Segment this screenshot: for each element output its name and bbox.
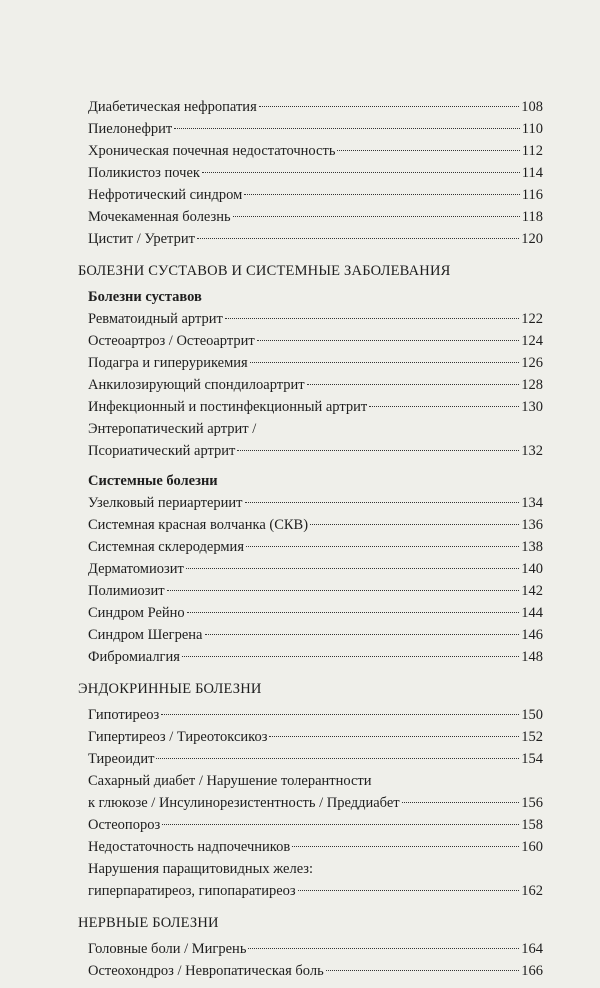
entry-page: 120 [521, 231, 543, 247]
toc-entry[interactable] [78, 814, 543, 836]
entry-page: 156 [521, 795, 543, 811]
entry-title: Головные боли / Мигрень [88, 941, 247, 957]
leader-dots [197, 238, 519, 239]
toc-entry[interactable] [78, 748, 543, 770]
entry-page: 128 [521, 377, 543, 393]
toc-entry[interactable] [78, 492, 543, 514]
entry-title: Анкилозирующий спондилоартрит [88, 377, 305, 393]
entry-page: 138 [521, 539, 543, 555]
leader-dots [174, 128, 520, 129]
toc-entry[interactable] [78, 938, 543, 960]
leader-dots [161, 714, 519, 715]
entry-title: Остеоартроз / Остеоартрит [88, 333, 255, 349]
leader-dots [337, 150, 519, 151]
toc-entry[interactable] [78, 646, 543, 668]
leader-dots [233, 216, 520, 217]
leader-dots [307, 384, 520, 385]
entry-title: Тиреоидит [88, 751, 155, 767]
entry-page: 166 [521, 963, 543, 979]
entry-page: 154 [521, 751, 543, 767]
entry-title: Мочекаменная болезнь [88, 209, 231, 225]
entry-title-line2: гиперпаратиреоз, гипопаратиреоз [88, 883, 296, 899]
entry-page: 140 [521, 561, 543, 577]
entry-title: Системная склеродермия [88, 539, 244, 555]
entry-title: Диабетическая нефропатия [88, 99, 257, 115]
entry-title-line2: Псориатический артрит [88, 443, 236, 459]
entry-title: Пиелонефрит [88, 121, 173, 137]
leader-dots [186, 568, 519, 569]
toc-entry[interactable] [78, 514, 543, 536]
leader-dots [257, 340, 520, 341]
entry-title: Ревматоидный артрит [88, 311, 223, 327]
entry-page: 148 [521, 649, 543, 665]
entry-page: 132 [521, 443, 543, 459]
entry-title-line1: Сахарный диабет / Нарушение толерантности [88, 773, 372, 789]
entry-page: 160 [521, 839, 543, 855]
leader-dots [369, 406, 519, 407]
entry-page: 162 [521, 883, 543, 899]
leader-dots [402, 802, 520, 803]
entry-page: 152 [521, 729, 543, 745]
toc-entry[interactable] [78, 726, 543, 748]
section-heading-endocrine: ЭНДОКРИННЫЕ БОЛЕЗНИ [78, 681, 262, 697]
toc-entry[interactable] [78, 96, 543, 118]
entry-title: Цистит / Уретрит [88, 231, 195, 247]
toc-entry[interactable] [78, 536, 543, 558]
leader-dots [298, 890, 520, 891]
toc-entry[interactable] [78, 624, 543, 646]
entry-page: 158 [521, 817, 543, 833]
leader-dots [244, 194, 519, 195]
table-of-contents [78, 96, 543, 982]
entry-title: Подагра и гиперурикемия [88, 355, 248, 371]
subsection-heading: Болезни суставов [88, 289, 202, 305]
leader-dots [237, 450, 519, 451]
entry-title-line1: Нарушения паращитовидных желез: [88, 861, 314, 877]
entry-page: 164 [521, 941, 543, 957]
section-heading-nervous: НЕРВНЫЕ БОЛЕЗНИ [78, 915, 219, 931]
entry-title: Гипертиреоз / Тиреотоксикоз [88, 729, 268, 745]
leader-dots [310, 524, 519, 525]
entry-title: Узелковый периартериит [88, 495, 243, 511]
leader-dots [259, 106, 520, 107]
entry-page: 116 [521, 187, 543, 203]
leader-dots [246, 546, 519, 547]
toc-entry[interactable] [78, 308, 543, 330]
toc-entry[interactable] [78, 558, 543, 580]
entry-title: Остеопороз [88, 817, 161, 833]
toc-entry[interactable] [78, 396, 543, 418]
entry-title: Остеохондроз / Невропатическая боль [88, 963, 324, 979]
leader-dots [156, 758, 519, 759]
entry-page: 114 [521, 165, 543, 181]
entry-title-line1: Энтеропатический артрит / [88, 421, 257, 437]
entry-title: Поликистоз почек [88, 165, 200, 181]
leader-dots [182, 656, 519, 657]
toc-entry[interactable] [78, 374, 543, 396]
entry-title: Гипотиреоз [88, 707, 160, 723]
entry-title: Фибромиалгия [88, 649, 180, 665]
leader-dots [245, 502, 520, 503]
entry-title: Системная красная волчанка (СКВ) [88, 517, 309, 533]
toc-entry[interactable] [78, 836, 543, 858]
toc-entry[interactable] [78, 770, 543, 814]
toc-entry[interactable] [78, 960, 543, 982]
toc-entry[interactable] [78, 352, 543, 374]
toc-entry[interactable] [78, 118, 543, 140]
leader-dots [248, 948, 519, 949]
toc-entry[interactable] [78, 580, 543, 602]
entry-page: 112 [521, 143, 543, 159]
entry-page: 130 [521, 399, 543, 415]
toc-entry[interactable] [78, 228, 543, 250]
subsection-heading: Системные болезни [88, 473, 218, 489]
toc-entry[interactable] [78, 184, 543, 206]
leader-dots [269, 736, 519, 737]
leader-dots [225, 318, 519, 319]
toc-entry[interactable] [78, 140, 543, 162]
entry-title: Синдром Рейно [88, 605, 185, 621]
entry-title: Дерматомиозит [88, 561, 184, 577]
leader-dots [202, 172, 520, 173]
leader-dots [326, 970, 520, 971]
entry-page: 150 [521, 707, 543, 723]
entry-page: 110 [521, 121, 543, 137]
toc-entry[interactable] [78, 330, 543, 352]
entry-title-line2: к глюкозе / Инсулинорезистентность / Преддиабет [88, 795, 400, 811]
entry-page: 136 [521, 517, 543, 533]
entry-title: Полимиозит [88, 583, 165, 599]
leader-dots [292, 846, 519, 847]
entry-title: Синдром Шегрена [88, 627, 203, 643]
toc-entry[interactable] [78, 858, 543, 902]
entry-page: 142 [521, 583, 543, 599]
entry-page: 108 [521, 99, 543, 115]
toc-entry[interactable] [78, 704, 543, 726]
toc-entry[interactable] [78, 418, 543, 462]
entry-title: Хроническая почечная недостаточность [88, 143, 336, 159]
leader-dots [162, 824, 519, 825]
leader-dots [205, 634, 520, 635]
entry-page: 146 [521, 627, 543, 643]
entry-title: Недостаточность надпочечников [88, 839, 291, 855]
entry-page: 126 [521, 355, 543, 371]
toc-entry[interactable] [78, 162, 543, 184]
entry-page: 124 [521, 333, 543, 349]
section-heading-joints: БОЛЕЗНИ СУСТАВОВ И СИСТЕМНЫЕ ЗАБОЛЕВАНИЯ [78, 263, 451, 279]
leader-dots [250, 362, 520, 363]
entry-page: 134 [521, 495, 543, 511]
leader-dots [167, 590, 520, 591]
entry-title: Нефротический синдром [88, 187, 243, 203]
toc-entry[interactable] [78, 206, 543, 228]
toc-entry[interactable] [78, 602, 543, 624]
entry-page: 144 [521, 605, 543, 621]
entry-page: 122 [521, 311, 543, 327]
leader-dots [187, 612, 520, 613]
entry-title: Инфекционный и постинфекционный артрит [88, 399, 368, 415]
entry-page: 118 [521, 209, 543, 225]
